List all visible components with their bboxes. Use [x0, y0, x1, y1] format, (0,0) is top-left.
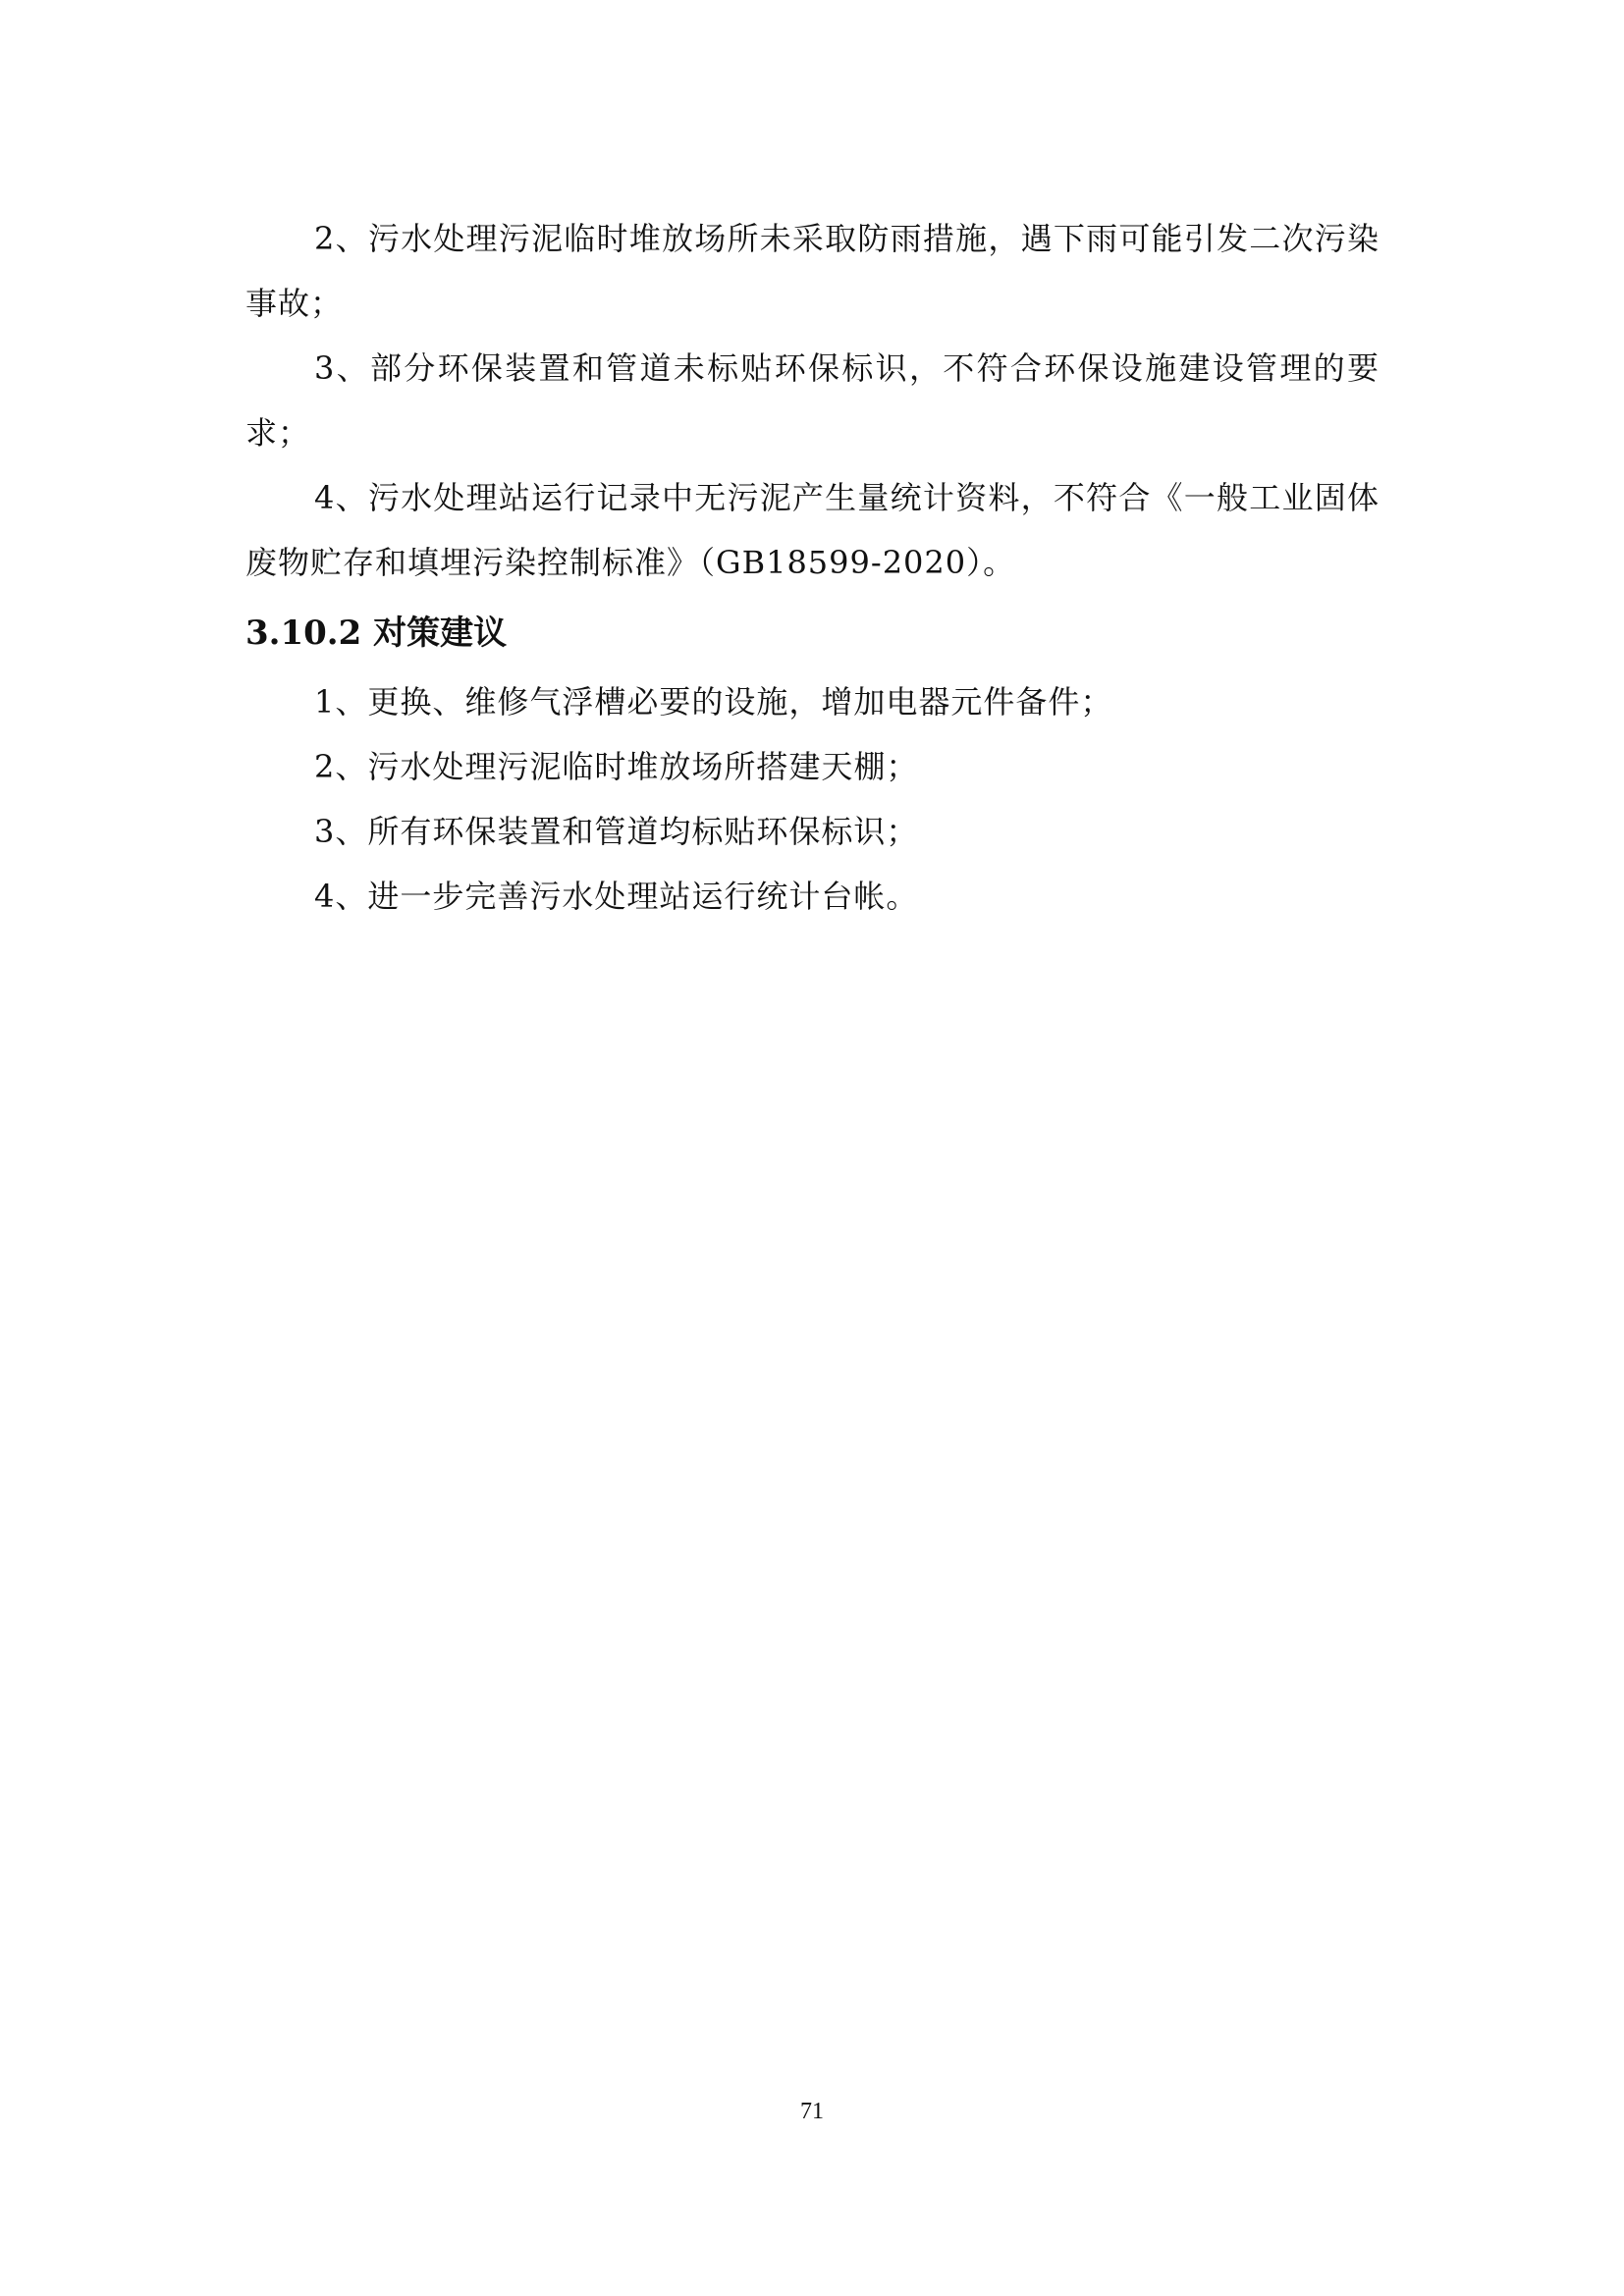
problem-item-4: 4、污水处理站运行记录中无污泥产生量统计资料，不符合《一般工业固体废物贮存和填埋污染控制标准》（GB18599-2020）。 [245, 479, 1380, 581]
suggestion-item-4: 4、进一步完善污水处理站运行统计台帐。 [314, 878, 919, 915]
suggestion-item-1: 1、更换、维修气浮槽必要的设施，增加电器元件备件； [314, 683, 1113, 721]
problem-item-3: 3、部分环保装置和管道未标贴环保标识，不符合环保设施建设管理的要求； [245, 349, 1380, 452]
suggestion-item-3: 3、所有环保装置和管道均标贴环保标识； [314, 813, 919, 850]
section-heading: 3.10.2 对策建议 [245, 614, 508, 653]
suggestion-item-2: 2、污水处理污泥临时堆放场所搭建天棚； [314, 748, 919, 785]
page-number: 71 [800, 2099, 824, 2124]
page-content [245, 206, 1380, 929]
problem-item-2: 2、污水处理污泥临时堆放场所未采取防雨措施，遇下雨可能引发二次污染事故； [245, 220, 1380, 322]
